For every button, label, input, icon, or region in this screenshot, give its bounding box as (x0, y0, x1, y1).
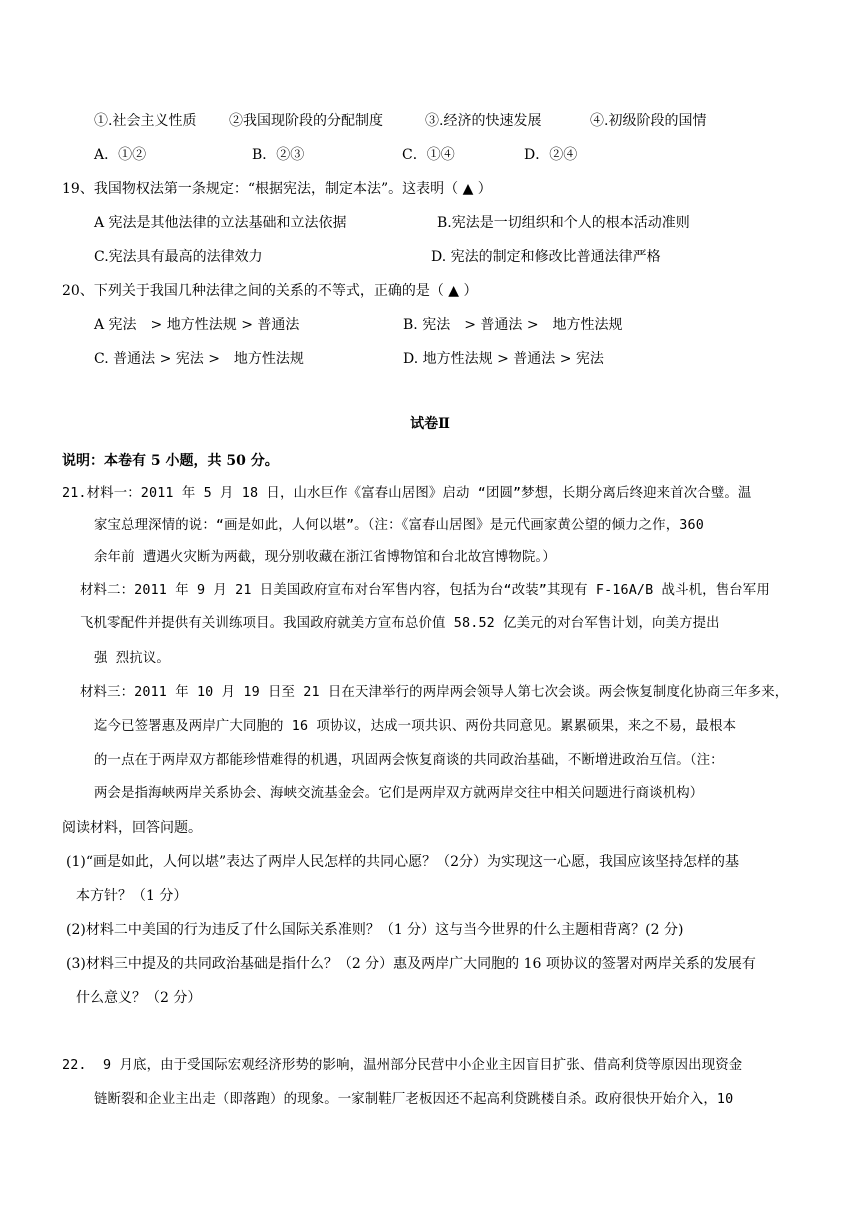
q21-material3-line1: 材料三：2011 年 10 月 19 日至 21 日在天津举行的两岸两会领导人第七次会谈。两会恢复制度化协商三年多来， (80, 685, 789, 700)
paper2-title: 试卷Ⅱ (410, 416, 450, 432)
q21-instruction: 阅读材料，回答问题。 (62, 820, 202, 836)
q18-option-a: A．①② (94, 147, 147, 163)
q19-option-a: A 宪法是其他法律的立法基础和立法依据 (94, 215, 347, 231)
q21-question3-line2: 什么意义？（2 分） (76, 990, 202, 1006)
q20-option-b: B. 宪法 > 普通法 > 地方性法规 (403, 317, 623, 333)
q18-option-b: B．②③ (252, 147, 305, 163)
q20-option-a: A 宪法 > 地方性法规 > 普通法 (94, 317, 300, 333)
q21-material1-line1: 21.材料一：2011 年 5 月 18 日，山水巨作《富春山居图》启动 “团圆”梦想，长期分离后终迎来首次合璧。温 (62, 486, 752, 501)
q21-material2-line2: 飞机零配件并提供有关训练项目。我国政府就美方宣布总价值 58.52 亿美元的对台军售计划，向美方提出 (80, 616, 720, 631)
q18-statement-1: ①.社会主义性质 (94, 113, 197, 129)
q18-option-c: C．①④ (402, 147, 455, 163)
q21-material3-line2: 迄今已签署惠及两岸广大同胞的 16 项协议，达成一项共识、两份共同意见。累累硕果，来之不易，最根本 (94, 719, 737, 734)
q22-line2: 链断裂和企业主出走（即落跑）的现象。一家制鞋厂老板因还不起高利贷跳楼自杀。政府很快开始介入，10 (94, 1092, 734, 1107)
q21-material2-line1: 材料二：2011 年 9 月 21 日美国政府宣布对台军售内容，包括为台“改装”其现有 F-16A/B 战斗机，售台军用 (80, 583, 770, 598)
q21-question2: (2)材料二中美国的行为违反了什么国际关系准则？（1 分）这与当今世界的什么主题相背离？(2 分) (66, 922, 684, 938)
q19-option-d: D. 宪法的制定和修改比普通法律严格 (431, 249, 661, 265)
q21-material3-line3: 的一点在于两岸双方都能珍惜难得的机遇，巩固两会恢复商谈的共同政治基础，不断增进政治互信。（注： (94, 753, 724, 768)
q21-question1-line1: (1)“画是如此，人何以堪”表达了两岸人民怎样的共同心愿？（2分）为实现这一心愿，我国应该坚持怎样的基 (66, 854, 740, 870)
q20-option-d: D. 地方性法规 > 普通法 > 宪法 (403, 351, 604, 367)
q22-line1: 22. 9 月底，由于受国际宏观经济形势的影响，温州部分民营中小企业主因盲目扩张、借高利贷等原因出现资金 (62, 1058, 743, 1073)
q20-stem: 20、下列关于我国几种法律之间的关系的不等式，正确的是（ ▲ ） (62, 283, 478, 299)
q18-statement-4: ④.初级阶段的国情 (590, 113, 707, 129)
q18-option-d: D．②④ (524, 147, 578, 163)
q18-statement-2: ②我国现阶段的分配制度 (229, 113, 383, 129)
q18-statement-3: ③.经济的快速发展 (425, 113, 542, 129)
q20-option-c: C. 普通法 > 宪法 > 地方性法规 (94, 351, 304, 367)
q21-question3-line1: (3)材料三中提及的共同政治基础是指什么？（2 分）惠及两岸广大同胞的 16 项协议的签署对两岸关系的发展有 (66, 956, 756, 972)
q21-material2-line3: 强 烈抗议。 (94, 651, 170, 666)
q21-question1-line2: 本方针？（1 分） (76, 888, 188, 904)
q21-material3-line4: 两会是指海峡两岸关系协会、海峡交流基金会。它们是两岸双方就两岸交往中相关问题进行商谈机构） (94, 786, 704, 801)
q21-material1-line3: 余年前 遭遇火灾断为两截，现分别收藏在浙江省博物馆和台北故宫博物院。） (94, 550, 556, 565)
paper2-note: 说明：本卷有 5 小题，共 50 分。 (62, 453, 279, 469)
q19-option-b: B.宪法是一切组织和个人的根本活动准则 (437, 215, 690, 231)
q19-stem: 19、我国物权法第一条规定：“根据宪法，制定本法”。这表明（ ▲ ） (62, 181, 492, 197)
q19-option-c: C.宪法具有最高的法律效力 (94, 249, 263, 265)
q21-material1-line2: 家宝总理深情的说：“画是如此，人何以堪”。（注：《富春山居图》是元代画家黄公望的倾力之作，360 (94, 518, 704, 533)
